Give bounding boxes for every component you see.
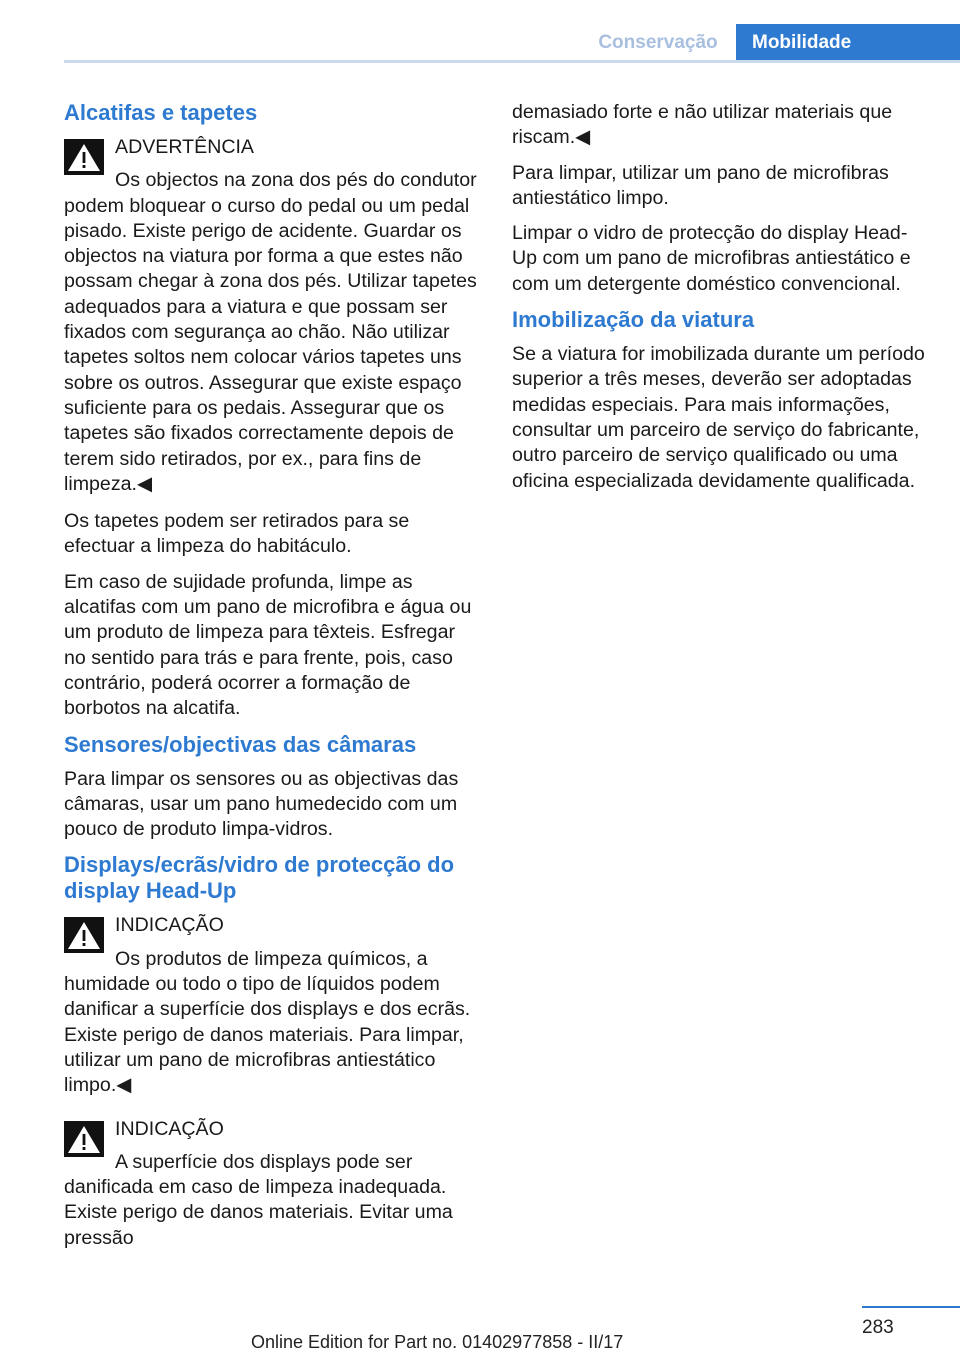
section-title-sensors: Sensores/objectivas das câmaras — [64, 731, 417, 757]
paragraph: Para limpar os sensores ou as objectivas das câmaras, usar um pano humedecido com um pouco de produto limpa-vidros. — [64, 767, 459, 841]
paragraph: Em caso de sujidade profunda, limpe as alcatifas com um pano de microfibra e água ou um produto de limpeza para têxteis. Esfregar no sentido para trás e para frente, pois, caso contrário, poderá ocorrer a formação de borbotos na alcatifa. — [64, 570, 472, 720]
section-title-immobilization: Imobilização da viatura — [512, 307, 755, 333]
paragraph: Para limpar, utilizar um pano de microfibras antiestático limpo. — [512, 161, 889, 209]
warning-label: ADVERTÊNCIA — [115, 136, 255, 158]
paragraph-continued: demasiado forte e não utilizar materiais que riscam.◀ — [512, 101, 893, 149]
footer-divider — [862, 1306, 960, 1308]
paragraph: Limpar o vidro de protecção do display Head-Up com um pano de microfibras antiestático e com um detergente doméstico convencional. — [512, 222, 911, 295]
warning-triangle-icon — [64, 1121, 104, 1157]
paragraph: Os tapetes podem ser retirados para se efectuar a limpeza do habitáculo. — [64, 510, 410, 558]
note-block — [64, 1117, 480, 1251]
note-block — [64, 913, 480, 1098]
warning-text: Os objectos na zona dos pés do condutor podem bloquear o curso do pedal ou um pedal pisado. Existe perigo de acidente. Guardar os objectos na viatura por forma a que estes não possam chegar à zona dos pés. Utilizar tapetes adequados para a viatura e que possam ser fixados com segurança ao chão. Não utilizar tapetes soltos nem colocar vários tapetes uns sobre os outros. Assegurar que existe espaço suficiente para os pedais. Assegurar que os tapetes são fixados correctamente depois de terem sido retirados, por ex., para fins de limpeza.◀ — [64, 169, 477, 495]
warning-triangle-icon — [64, 917, 104, 953]
note-text: Os produtos de limpeza químicos, a humidade ou todo o tipo de líquidos podem danificar a superfície dos displays e dos ecrãs. Existe perigo de danos materiais. Para limpar, utilizar um pano de microfibras antiestático limpo.◀ — [64, 947, 471, 1097]
section-title-displays: Displays/ecrãs/vidro de protecção do display Head-Up — [64, 852, 455, 904]
tab-conservacao[interactable]: Conservação — [598, 32, 718, 53]
note-label: INDICAÇÃO — [115, 914, 224, 937]
tab-mobilidade[interactable]: Mobilidade — [736, 24, 960, 61]
section-title-carpets: Alcatifas e tapetes — [64, 100, 258, 125]
note-label: INDICAÇÃO — [115, 1117, 224, 1140]
warning-triangle-icon — [64, 139, 104, 175]
page-number: 283 — [862, 1317, 894, 1338]
paragraph: Se a viatura for imobilizada durante um período superior a três meses, deverão ser adoptadas medidas especiais. Para mais informações, consultar um parceiro de serviço do fabricante, outro parceiro de serviço qualificado ou uma oficina especializada devidamente qualificada. — [512, 343, 925, 492]
left-column — [64, 100, 480, 1263]
note-text: A superfície dos displays pode ser danificada em caso de limpeza inadequada. Existe perigo de danos materiais. Evitar uma pressão — [64, 1150, 453, 1249]
edition-label: Online Edition for Part no. 01402977858 - II/17 — [251, 1332, 624, 1352]
warning-block — [64, 135, 480, 497]
page-header — [0, 0, 960, 62]
right-column — [512, 100, 932, 504]
header-divider — [64, 60, 960, 63]
